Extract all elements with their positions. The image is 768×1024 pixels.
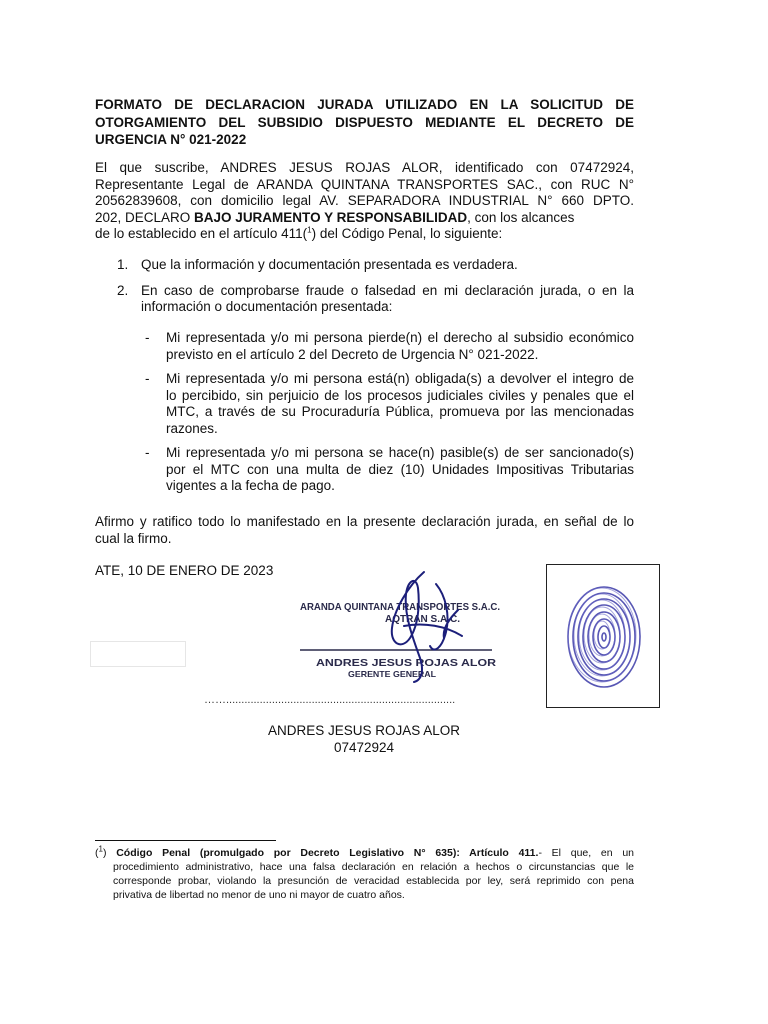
footnote-paren: ( (95, 847, 99, 859)
footnote-marker (95, 844, 107, 859)
list-item (145, 371, 634, 437)
footnote-line: corresponde probar, violando la presunción de veracidad establecida por ley, será reprimido con pena (113, 875, 634, 887)
footnote-line (95, 846, 634, 860)
footnote-paren: ) (102, 847, 107, 859)
list-dash: - (145, 371, 150, 386)
intro-line: El que suscribe, ANDRES JESUS ROJAS ALOR, identificado con 07472924, (95, 160, 634, 175)
list-number: 2. (117, 282, 129, 298)
footnote-bold: Código Penal (promulgado por Decreto Legislativo N° 635): Artículo 411. (116, 847, 539, 859)
intro-text: de lo establecido en el artículo 411( (95, 226, 308, 241)
signer-id: 07472924 (333, 740, 395, 755)
intro-text: 202, DECLARO (95, 209, 195, 225)
list-line: En caso de comprobarse fraude o falsedad en mi declaración jurada, o en la (141, 282, 634, 298)
intro-line (95, 226, 634, 243)
title-line: URGENCIA N° 021-2022 (95, 132, 247, 147)
list-line: información o documentación presentada: (141, 299, 393, 314)
stamp-role: GERENTE GENERAL (348, 669, 436, 679)
footnote-divider (95, 840, 276, 841)
footnote-line: procedimiento administrativo, hace una falsa declaración en relación a hechos o circunstancias que le (113, 861, 634, 873)
company-stamp-signature (286, 566, 516, 686)
title-line: FORMATO DE DECLARACION JURADA UTILIZADO EN LA SOLICITUD DE (95, 97, 634, 112)
list-item (95, 257, 634, 274)
affirm-line: Afirmo y ratifico todo lo manifestado en la presente declaración jurada, en señal de lo (95, 514, 634, 529)
oath-emphasis: BAJO JURAMENTO Y RESPONSABILIDAD (194, 209, 468, 225)
blank-box (90, 641, 186, 667)
list-line: Mi representada y/o mi persona se hace(n) pasible(s) de ser sancionado(s) (166, 445, 634, 460)
thumbprint-box (546, 564, 660, 708)
list-line: MTC, a través de su Procuraduría Pública, promueva por las mencionadas (166, 404, 634, 419)
place-date: ATE, 10 DE ENERO DE 2023 (95, 563, 274, 578)
fingerprint-icon (547, 565, 659, 707)
list-dash: - (145, 330, 150, 345)
intro-text: , con los alcances (467, 209, 575, 225)
list-item (145, 330, 634, 363)
signer-name: ANDRES JESUS ROJAS ALOR (267, 723, 461, 738)
footnote-ref: 1 (307, 225, 312, 235)
list-dash: - (145, 445, 150, 460)
list-line: Mi representada y/o mi persona está(n) obligada(s) a devolver el integro de (166, 371, 634, 386)
footnote (95, 846, 634, 902)
intro-paragraph (95, 160, 634, 243)
affirmation-paragraph (95, 514, 634, 547)
list-line: razones. (166, 420, 218, 436)
signer-block (230, 722, 498, 756)
stamp-brand: AQTRAN S.A.C. (385, 614, 461, 625)
list-line: Mi representada y/o mi persona pierde(n) el derecho al subsidio económico (166, 330, 634, 345)
list-line: por el MTC con una multa de diez (10) Unidades Impositivas Tributarias (166, 461, 634, 477)
list-line: Que la información y documentación presentada es verdadera. (141, 257, 518, 272)
list-line: lo percibido, sin perjuicio de los procesos judiciales civiles y penales que el (166, 387, 634, 403)
intro-line: 20562839608, con domicilio legal AV. SEPARADORA INDUSTRIAL N° 660 DPTO. (95, 193, 634, 208)
list-number: 1. (117, 257, 129, 272)
list-line: vigentes a la fecha de pago. (166, 478, 335, 493)
signature-line: ……........................................................................... (204, 694, 456, 706)
consequences-list (145, 330, 634, 503)
intro-line: Representante Legal de ARANDA QUINTANA TRANSPORTES SAC., con RUC N° (95, 176, 634, 192)
stamp-name: ANDRES JESUS ROJAS ALOR (316, 657, 497, 669)
numbered-list (95, 257, 634, 325)
list-line: previsto en el artículo 2 del Decreto de Urgencia N° 021-2022. (166, 346, 539, 362)
stamp-company: ARANDA QUINTANA TRANSPORTES S.A.C. (300, 601, 501, 613)
document-title (95, 96, 634, 149)
affirm-line: cual la firmo. (95, 530, 172, 546)
intro-line (95, 210, 634, 227)
title-line: OTORGAMIENTO DEL SUBSIDIO DISPUESTO MEDIANTE EL DECRETO DE (95, 114, 634, 130)
intro-text: ) del Código Penal, lo siguiente: (311, 226, 503, 241)
footnote-text: - El que, en un (538, 847, 635, 859)
footnote-number: 1 (98, 844, 103, 854)
list-item (145, 445, 634, 495)
list-item (95, 283, 634, 316)
footnote-line: privativa de libertad no menor de uno ni mayor de cuatro años. (113, 889, 405, 901)
